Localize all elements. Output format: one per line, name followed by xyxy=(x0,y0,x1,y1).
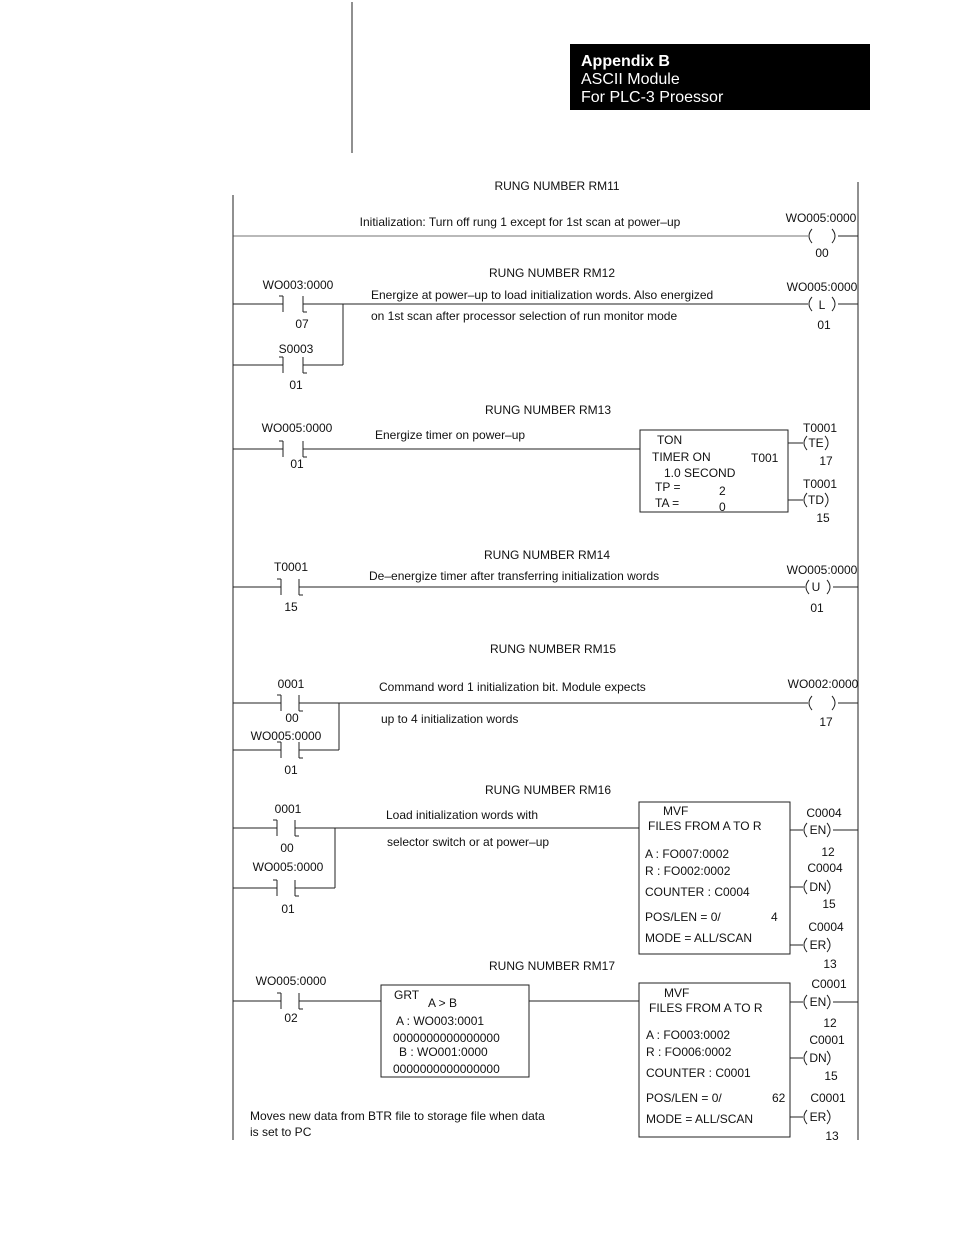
block-line-1: FILES FROM A TO R xyxy=(649,1001,763,1015)
coil-symbol: TE xyxy=(808,436,824,450)
coil-address: C0001 xyxy=(810,1091,846,1105)
block-pos: POS/LEN = 0/ xyxy=(646,1091,722,1105)
coil-bit: 15 xyxy=(824,1069,838,1083)
rung-rm12 xyxy=(233,266,858,392)
contact-no xyxy=(279,441,307,457)
block-b-value: 0000000000000000 xyxy=(393,1062,500,1076)
coil-bit: 12 xyxy=(823,1016,837,1030)
contact-address: 0001 xyxy=(274,802,302,816)
contact-bit: 01 xyxy=(290,457,304,471)
coil-address: T0001 xyxy=(802,421,838,435)
coil-bit: 00 xyxy=(815,246,829,260)
contact-address: WO005:0000 xyxy=(252,860,324,874)
block-mode: MODE = ALL/SCAN xyxy=(645,931,753,945)
coil-address: T0001 xyxy=(802,477,838,491)
coil-address: WO005:0000 xyxy=(786,563,858,577)
block-line-1: TIMER ON xyxy=(652,450,711,464)
block-name: TON xyxy=(657,433,683,447)
contact-bit: 01 xyxy=(284,763,298,777)
rung-title: RUNG NUMBER RM16 xyxy=(484,783,612,797)
coil-bit: 13 xyxy=(823,957,837,971)
rung-title: RUNG NUMBER RM13 xyxy=(484,403,612,417)
mvf-block xyxy=(639,983,790,1137)
rung-title: RUNG NUMBER RM15 xyxy=(489,642,617,656)
contact-address: WO005:0000 xyxy=(255,974,327,988)
block-a: A : FO007:0002 xyxy=(645,847,730,861)
coil-bit: 12 xyxy=(821,845,835,859)
rung-note-2: is set to PC xyxy=(250,1125,312,1139)
block-len: 4 xyxy=(771,910,778,924)
rung-rm13 xyxy=(233,403,837,525)
rung-note-1: Moves new data from BTR file to storage file when data xyxy=(250,1109,545,1123)
block-r: R : FO006:0002 xyxy=(646,1045,732,1059)
block-counter: COUNTER : C0004 xyxy=(645,885,750,899)
block-name: GRT xyxy=(394,988,420,1002)
coil-address: WO005:0000 xyxy=(786,280,858,294)
block-a: A : WO003:0001 xyxy=(396,1014,485,1028)
coil-bit: 13 xyxy=(825,1129,839,1143)
block-ta-value: 0 xyxy=(719,500,726,514)
contact-bit: 01 xyxy=(281,902,295,916)
block-line-1: FILES FROM A TO R xyxy=(648,819,762,833)
rung-rm15 xyxy=(233,642,859,777)
coil-address: C0001 xyxy=(809,1033,845,1047)
block-counter: COUNTER : C0001 xyxy=(646,1066,751,1080)
contact-bit: 02 xyxy=(284,1011,298,1025)
block-a: A : FO003:0002 xyxy=(646,1028,731,1042)
rung-comment: Energize timer on power–up xyxy=(375,428,526,442)
contact-bit: 15 xyxy=(284,600,298,614)
contact-bit: 07 xyxy=(295,317,309,331)
appendix-header xyxy=(570,44,870,110)
coil-symbol: TD xyxy=(808,493,824,507)
contact-no xyxy=(279,357,307,373)
rung-title: RUNG NUMBER RM14 xyxy=(483,548,611,562)
rung-title: RUNG NUMBER RM17 xyxy=(488,959,616,973)
grt-block xyxy=(381,985,529,1077)
coil-bit: 15 xyxy=(822,897,836,911)
block-line-2: 1.0 SECOND xyxy=(664,466,736,480)
block-mode: MODE = ALL/SCAN xyxy=(646,1112,754,1126)
coil-left-arc xyxy=(809,229,812,243)
coil-address: C0004 xyxy=(807,861,843,875)
coil-symbol: DN xyxy=(809,880,827,894)
contact-bit: 00 xyxy=(280,841,294,855)
coil-address: C0001 xyxy=(811,977,847,991)
timer-on-block xyxy=(640,430,788,514)
coil-address: WO002:0000 xyxy=(787,677,859,691)
block-pos: POS/LEN = 0/ xyxy=(645,910,721,924)
contact-address: 0001 xyxy=(277,677,305,691)
contact-bit: 01 xyxy=(289,378,303,392)
block-b: B : WO001:0000 xyxy=(399,1045,488,1059)
rung-rm16 xyxy=(233,783,858,971)
block-len: 62 xyxy=(772,1091,786,1105)
coil-symbol: EN xyxy=(809,995,827,1009)
coil-symbol: ER xyxy=(809,938,827,952)
coil-address: C0004 xyxy=(808,920,844,934)
rung-rm17 xyxy=(233,959,858,1143)
contact-no xyxy=(279,296,307,312)
contact-bit: 00 xyxy=(285,711,299,725)
rung-comment-2: on 1st scan after processor selection of run monitor mode xyxy=(371,309,678,323)
coil-address: WO005:0000 xyxy=(785,211,857,225)
rung-comment-2: selector switch or at power–up xyxy=(387,835,550,849)
coil-bit: 01 xyxy=(817,318,831,332)
rung-comment-2: up to 4 initialization words xyxy=(381,712,519,726)
rung-title: RUNG NUMBER RM11 xyxy=(494,179,620,193)
coil-symbol: L xyxy=(818,298,826,312)
block-name: MVF xyxy=(664,986,690,1000)
contact-address: WO005:0000 xyxy=(250,729,322,743)
block-ta-label: TA = xyxy=(655,496,680,510)
rung-comment: Initialization: Turn off rung 1 except for 1st scan at power–up xyxy=(359,215,681,229)
coil-symbol: ER xyxy=(809,1110,827,1124)
contact-address: WO003:0000 xyxy=(262,278,334,292)
block-tp-label: TP = xyxy=(655,480,681,494)
rung-comment-1: Load initialization words with xyxy=(386,808,539,822)
block-tp-value: 2 xyxy=(719,484,726,498)
header-line-1: ASCII Module xyxy=(581,71,680,88)
rung-rm14 xyxy=(233,548,858,615)
coil-address: C0004 xyxy=(806,806,842,820)
rung-comment: De–energize timer after transferring initialization words xyxy=(369,569,660,583)
coil-bit: 15 xyxy=(816,511,830,525)
coil-bit: 17 xyxy=(819,454,833,468)
header-appendix: Appendix B xyxy=(581,53,670,70)
output-coil xyxy=(809,229,835,243)
coil-symbol: EN xyxy=(809,823,827,837)
block-r: R : FO002:0002 xyxy=(645,864,731,878)
block-name: MVF xyxy=(663,804,689,818)
coil-symbol: U xyxy=(811,580,821,594)
output-coil xyxy=(809,696,835,710)
rung-comment-1: Command word 1 initialization bit. Module expects xyxy=(379,680,646,694)
coil-symbol: DN xyxy=(809,1051,827,1065)
contact-address: WO005:0000 xyxy=(261,421,333,435)
coil-bit: 01 xyxy=(810,601,824,615)
rung-title: RUNG NUMBER RM12 xyxy=(488,266,616,280)
coil-bit: 17 xyxy=(819,715,833,729)
block-id: T001 xyxy=(751,451,779,465)
mvf-block xyxy=(639,802,790,954)
header-line-2: For PLC-3 Proessor xyxy=(581,89,724,106)
coil-right-arc xyxy=(832,229,835,243)
rung-rm11 xyxy=(233,179,858,260)
block-a-value: 0000000000000000 xyxy=(393,1031,500,1045)
contact-address: T0001 xyxy=(273,560,309,574)
contact-address: S0003 xyxy=(278,342,314,356)
block-compare: A > B xyxy=(428,996,458,1010)
rung-comment-1: Energize at power–up to load initialization words. Also energized xyxy=(371,288,714,302)
